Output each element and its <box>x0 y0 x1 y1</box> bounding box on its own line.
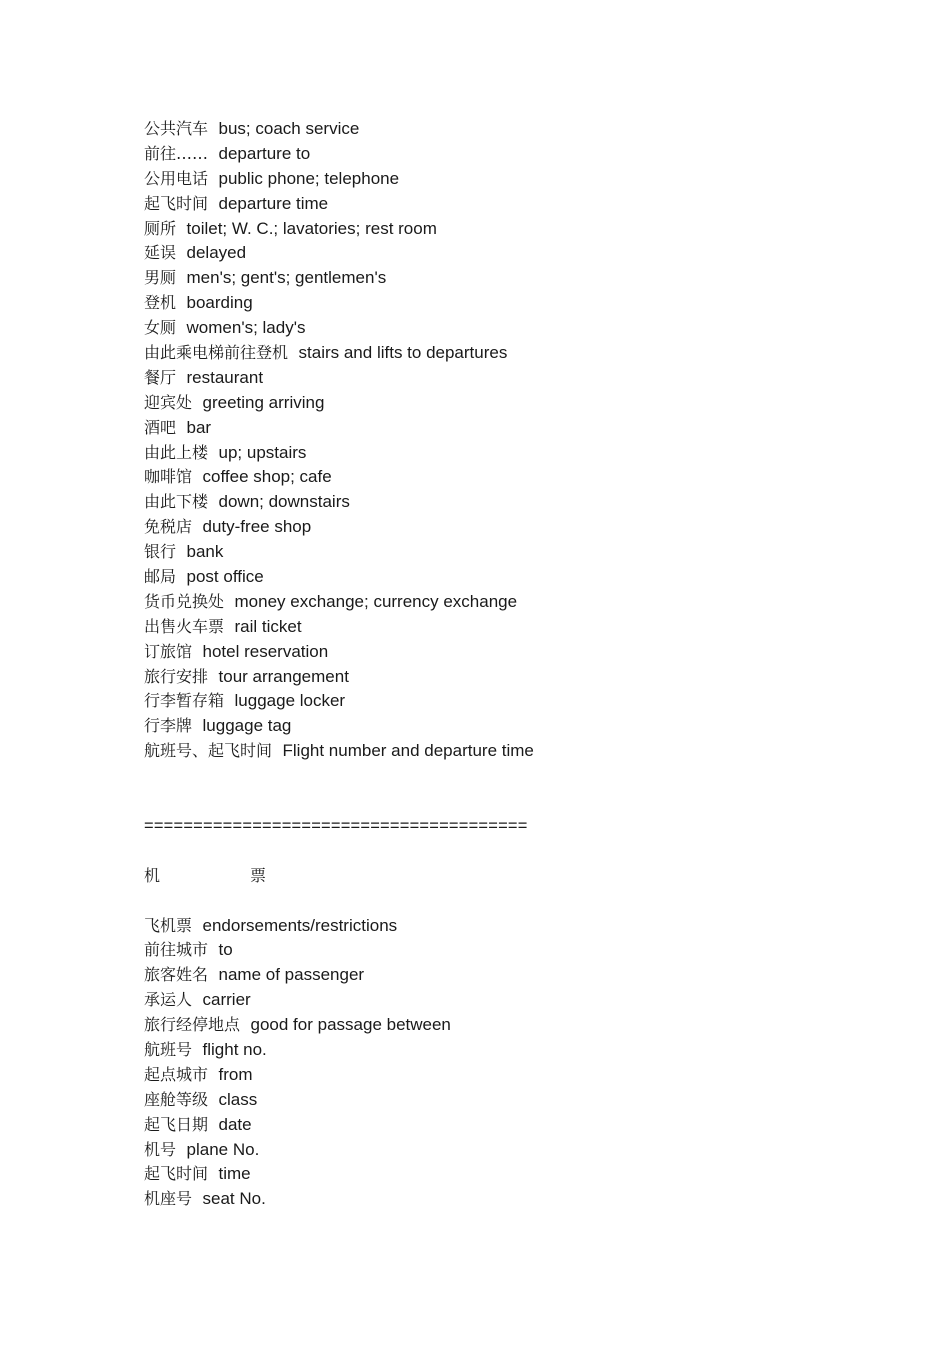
list-item <box>144 938 904 963</box>
chinese-term: 公用电话 <box>144 168 209 188</box>
list-item <box>144 540 904 565</box>
english-term: departure to <box>218 143 311 163</box>
chinese-term: 行李暂存箱 <box>144 691 225 711</box>
chinese-term: 旅客姓名 <box>144 965 209 985</box>
list-item <box>144 1113 904 1138</box>
english-term: post office <box>186 567 264 587</box>
chinese-term: 咖啡馆 <box>144 467 193 487</box>
list-item <box>144 490 904 515</box>
chinese-term: 男厕 <box>144 268 177 288</box>
list-item <box>144 391 904 416</box>
list-item <box>144 1088 904 1113</box>
section-heading-ticket <box>144 864 904 889</box>
chinese-term: 邮局 <box>144 567 177 587</box>
english-term: plane No. <box>186 1139 260 1159</box>
chinese-term: 机座号 <box>144 1189 193 1209</box>
english-term: name of passenger <box>218 965 365 985</box>
list-item <box>144 241 904 266</box>
list-item <box>144 914 904 939</box>
chinese-term: 酒吧 <box>144 417 177 437</box>
list-item <box>144 416 904 441</box>
list-item <box>144 1013 904 1038</box>
list-item <box>144 665 904 690</box>
chinese-term: 银行 <box>144 542 177 562</box>
list-item <box>144 1187 904 1212</box>
english-term: up; upstairs <box>218 442 307 462</box>
list-item <box>144 341 904 366</box>
chinese-term: 登机 <box>144 293 177 313</box>
list-item <box>144 316 904 341</box>
english-term: tour arrangement <box>218 666 349 686</box>
english-term: stairs and lifts to departures <box>298 343 508 363</box>
chinese-term: 公共汽车 <box>144 119 209 138</box>
chinese-term: 由此下楼 <box>144 492 209 512</box>
english-term: class <box>218 1089 258 1109</box>
list-item <box>144 988 904 1013</box>
chinese-term: 起飞时间 <box>144 193 209 213</box>
chinese-term: 货币兑换处 <box>144 591 225 611</box>
spacer <box>144 889 904 914</box>
english-term: carrier <box>202 990 251 1010</box>
english-term: seat No. <box>202 1189 266 1209</box>
english-term: luggage tag <box>202 716 292 736</box>
chinese-term: 机号 <box>144 1139 177 1159</box>
english-term: men's; gent's; gentlemen's <box>186 268 387 288</box>
english-term: women's; lady's <box>186 318 306 338</box>
list-item <box>144 366 904 391</box>
chinese-term: 厕所 <box>144 218 177 238</box>
list-item <box>144 192 904 217</box>
heading-char-1: 机 <box>144 865 161 885</box>
english-term: endorsements/restrictions <box>202 915 398 935</box>
chinese-term: 订旅馆 <box>144 641 193 661</box>
english-term: boarding <box>186 293 253 313</box>
chinese-term: 前往城市 <box>144 940 209 960</box>
spacer <box>144 839 904 864</box>
english-term: luggage locker <box>234 691 346 711</box>
english-term: bar <box>186 417 212 437</box>
list-item <box>144 615 904 640</box>
list-item <box>144 1162 904 1187</box>
english-term: toilet; W. C.; lavatories; rest room <box>186 218 437 238</box>
english-term: delayed <box>186 243 247 263</box>
list-item <box>144 167 904 192</box>
chinese-term: 座舱等级 <box>144 1089 209 1109</box>
chinese-term: 旅行经停地点 <box>144 1015 241 1035</box>
list-item <box>144 590 904 615</box>
chinese-term: 旅行安排 <box>144 666 209 686</box>
english-term: time <box>218 1164 251 1184</box>
english-term: hotel reservation <box>202 641 329 661</box>
english-term: good for passage between <box>250 1015 451 1035</box>
chinese-term: 飞机票 <box>144 915 193 935</box>
spacer <box>144 764 904 814</box>
chinese-term: 餐厅 <box>144 367 177 387</box>
list-item <box>144 1138 904 1163</box>
chinese-term: 出售火车票 <box>144 616 225 636</box>
list-item <box>144 714 904 739</box>
list-item <box>144 465 904 490</box>
list-item <box>144 739 904 764</box>
list-item <box>144 515 904 540</box>
english-term: Flight number and departure time <box>282 741 534 761</box>
chinese-term: 航班号 <box>144 1039 193 1059</box>
list-item <box>144 689 904 714</box>
english-term: bank <box>186 542 224 562</box>
list-item <box>144 565 904 590</box>
english-term: from <box>218 1064 253 1084</box>
chinese-term: 起飞时间 <box>144 1164 209 1184</box>
list-item <box>144 1063 904 1088</box>
english-term: flight no. <box>202 1039 267 1059</box>
chinese-term: 起飞日期 <box>144 1114 209 1134</box>
english-term: down; downstairs <box>218 492 350 512</box>
glossary-content <box>144 117 904 1212</box>
chinese-term: 前往…… <box>144 143 209 163</box>
list-item <box>144 963 904 988</box>
chinese-term: 延误 <box>144 243 177 263</box>
list-item <box>144 142 904 167</box>
airport-signs-list <box>144 117 904 764</box>
chinese-term: 承运人 <box>144 990 193 1010</box>
chinese-term: 由此乘电梯前往登机 <box>144 343 289 363</box>
english-term: duty-free shop <box>202 517 312 537</box>
english-term: departure time <box>218 193 329 213</box>
english-term: date <box>218 1114 252 1134</box>
list-item <box>144 1038 904 1063</box>
chinese-term: 由此上楼 <box>144 442 209 462</box>
chinese-term: 迎宾处 <box>144 392 193 412</box>
chinese-term: 免税店 <box>144 517 193 537</box>
separator-line: ======================================= <box>144 816 528 835</box>
english-term: coffee shop; cafe <box>202 467 332 487</box>
english-term: rail ticket <box>234 616 302 636</box>
chinese-term: 航班号、起飞时间 <box>144 741 273 761</box>
list-item <box>144 266 904 291</box>
ticket-terms-list <box>144 914 904 1213</box>
chinese-term: 行李牌 <box>144 716 193 736</box>
list-item <box>144 640 904 665</box>
english-term: public phone; telephone <box>218 168 400 188</box>
english-term: to <box>218 940 233 960</box>
english-term: bus; coach service <box>218 119 360 138</box>
chinese-term: 起点城市 <box>144 1064 209 1084</box>
list-item <box>144 441 904 466</box>
chinese-term: 女厕 <box>144 318 177 338</box>
list-item <box>144 217 904 242</box>
list-item <box>144 291 904 316</box>
english-term: money exchange; currency exchange <box>234 591 518 611</box>
english-term: greeting arriving <box>202 392 325 412</box>
heading-char-2: 票 <box>250 865 267 885</box>
list-item <box>144 117 904 142</box>
english-term: restaurant <box>186 367 264 387</box>
